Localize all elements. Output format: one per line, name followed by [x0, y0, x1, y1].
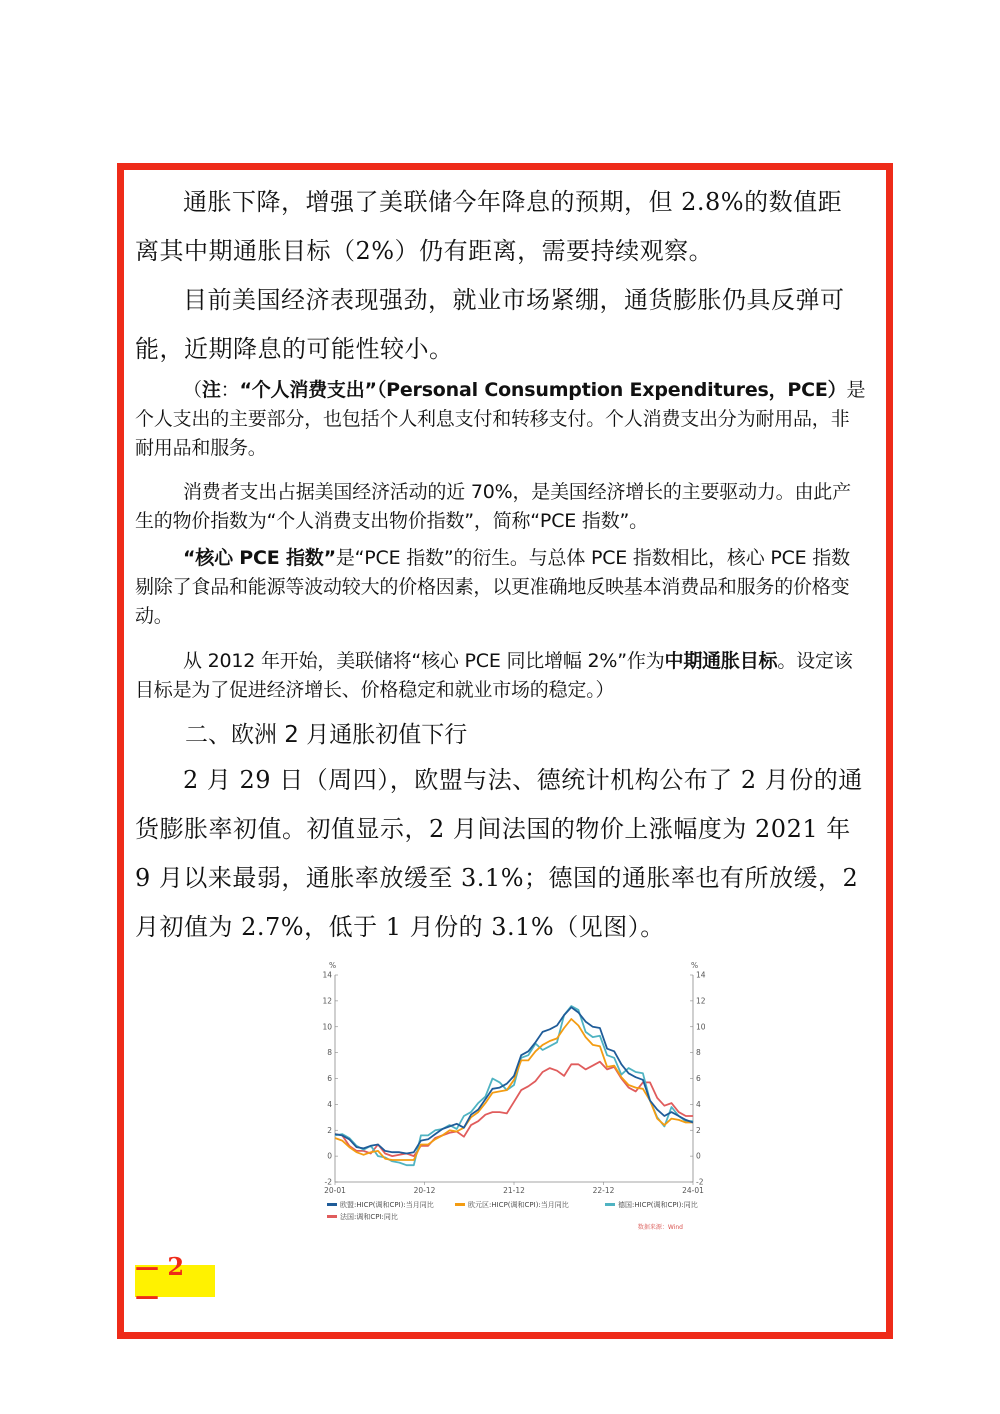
y-tick-label-right: 14	[696, 970, 706, 980]
x-tick-label: 20-01	[324, 1186, 346, 1195]
y-tick-label-left: 14	[322, 970, 332, 980]
y-tick-label-left: 2	[327, 1125, 332, 1135]
legend-swatch	[605, 1203, 615, 1206]
x-tick-label: 24-01	[682, 1186, 704, 1195]
legend-swatch	[327, 1215, 337, 1218]
y-tick-label-left: 10	[322, 1022, 332, 1032]
y-unit-left: %	[329, 961, 337, 970]
y-tick-label-left: -2	[324, 1177, 332, 1187]
y-tick-label-right: 12	[696, 996, 706, 1006]
legend-label: 欧元区:HICP(调和CPI):当月同比	[468, 1201, 569, 1209]
y-tick-label-left: 12	[322, 996, 332, 1006]
inflation-line-chart	[315, 957, 715, 1237]
note-paragraph-4: 从 2012 年开始，美联储将“核心 PCE 同比增幅 2%”作为中期通胀目标。设定该目标是为了促进经济增长、价格稳定和就业市场的稳定。）	[135, 650, 853, 701]
y-tick-label-left: 4	[327, 1099, 332, 1109]
y-tick-label-right: -2	[696, 1177, 704, 1187]
paragraph-2: 目前美国经济表现强劲，就业市场紧绷，通货膨胀仍具反弹可能，近期降息的可能性较小。	[135, 286, 845, 363]
y-tick-label-right: 4	[696, 1099, 701, 1109]
series-line	[335, 1019, 693, 1160]
legend-label: 欧盟:HICP(调和CPI):当月同比	[340, 1201, 434, 1209]
legend-swatch	[455, 1203, 465, 1206]
section-heading: 二、欧洲 2 月通胀初值下行	[185, 722, 468, 748]
y-tick-label-right: 8	[696, 1048, 701, 1058]
y-tick-label-right: 2	[696, 1125, 701, 1135]
legend-label: 法国:调和CPI:同比	[340, 1213, 398, 1221]
y-tick-label-left: 6	[327, 1074, 332, 1083]
y-tick-label-right: 10	[696, 1022, 706, 1032]
note-paragraph-1: （注：“个人消费支出”（Personal Consumption Expenditures，PCE）是个人支出的主要部分，也包括个人利息支付和转移支付。个人消费支出分为耐用品，非耐用品和服务。	[135, 379, 866, 459]
legend-swatch	[327, 1203, 337, 1206]
y-unit-right: %	[691, 961, 699, 970]
x-tick-label: 22-12	[592, 1186, 615, 1195]
note-paragraph-3: “核心 PCE 指数”是“PCE 指数”的衍生。与总体 PCE 指数相比，核心 PCE 指数剔除了食品和能源等波动较大的价格因素，以更准确地反映基本消费品和服务的价格变动。	[135, 547, 850, 627]
page-number: — 2 —	[135, 1265, 215, 1297]
y-tick-label-right: 0	[696, 1151, 701, 1161]
x-tick-label: 20-12	[413, 1186, 436, 1195]
y-tick-label-left: 0	[327, 1151, 332, 1161]
x-tick-label: 21-12	[503, 1186, 525, 1195]
note-paragraph-2: 消费者支出占据美国经济活动的近 70%，是美国经济增长的主要驱动力。由此产生的物价指数为“个人消费支出物价指数”，简称“PCE 指数”。	[135, 481, 851, 532]
paragraph-1: 通胀下降，增强了美联储今年降息的预期，但 2.8%的数值距离其中期通胀目标（2%）仍有距离，需要持续观察。	[135, 188, 843, 265]
paragraph-3: 2 月 29 日（周四），欧盟与法、德统计机构公布了 2 月份的通货膨胀率初值。初值显示，2 月间法国的物价上涨幅度为 2021 年 9 月以来最弱，通胀率放缓至 3.1%；德国的通胀率也有所放缓，2 月初值为 2.7%，低于 1 月份的 3.1%（见图）。	[135, 766, 863, 941]
y-tick-label-left: 8	[327, 1048, 332, 1058]
legend-label: 德国:HICP(调和CPI):同比	[618, 1201, 698, 1209]
chart-source-note: 数据来源：Wind	[637, 1224, 683, 1231]
y-tick-label-right: 6	[696, 1074, 701, 1083]
